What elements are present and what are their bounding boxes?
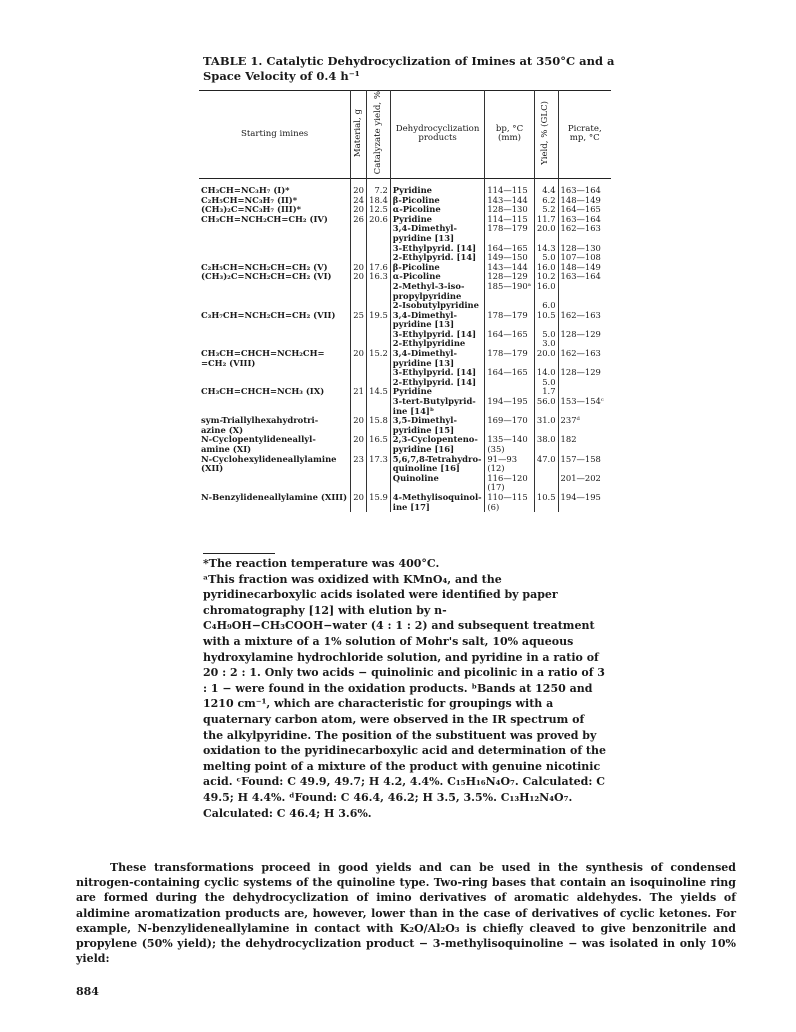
cell-line: 17.6: [369, 261, 388, 272]
cell-line: 91—93: [487, 453, 518, 464]
cell-line: 21: [353, 386, 364, 397]
cell-line: 164—165: [487, 242, 528, 253]
cell-line: 5.0: [542, 376, 556, 387]
cell-line: (6): [487, 501, 500, 512]
cell-bp: [485, 311, 534, 349]
cell-catalyzate: [366, 493, 390, 512]
cell-line: 10.5: [536, 491, 556, 502]
cell-picrate: [558, 435, 611, 454]
cell-picrate: [558, 416, 611, 435]
imine-dehydrocyclization-table: [199, 90, 611, 512]
cell-material: [351, 387, 367, 416]
cell-line: 17.3: [369, 453, 388, 464]
cell-line: pyridine [13]: [392, 357, 455, 368]
footnote-rule: [203, 553, 275, 554]
cell-line: CH₃CH=NCH₂CH=CH₂ (IV): [201, 213, 328, 224]
cell-line: 143—144: [487, 194, 528, 205]
cell-line: 16.0: [536, 280, 556, 291]
cell-line: 237ᵈ: [560, 415, 580, 426]
cell-line: 20: [353, 204, 364, 215]
cell-bp: [485, 416, 534, 435]
cell-line: 38.0: [536, 434, 556, 445]
cell-line: 116—120: [487, 472, 528, 483]
cell-line: (35): [487, 444, 505, 454]
table-row: [199, 455, 611, 493]
cell-line: 3,4-Dimethyl-: [392, 223, 457, 234]
cell-line: 1.7: [542, 386, 556, 397]
cell-line: 178—179: [487, 223, 528, 234]
cell-products: [390, 178, 485, 262]
cell-line: 3,5-Dimethyl-: [392, 415, 457, 426]
cell-imines: [199, 263, 351, 311]
cell-products: [390, 435, 485, 454]
cell-line: 162—163: [560, 309, 601, 320]
cell-material: [351, 311, 367, 349]
cell-line: 20.6: [369, 213, 388, 224]
cell-line: 162—163: [560, 223, 601, 234]
cell-line: 5.0: [542, 328, 556, 339]
cell-line: [561, 378, 609, 388]
cell-line: 163—164: [560, 271, 601, 282]
cell-line: C₃H₇CH=NCH₂CH=CH₂ (VII): [201, 309, 336, 320]
footnote-d: ᵈFound: C 46.4, 46.2; H 3.5, 3.5%. C₁₃H₁₂N₄O₇. Calculated: C 46.4; H 3.6%.: [203, 790, 573, 820]
cell-line: 12.5: [369, 204, 388, 215]
cell-line: 16.0: [536, 261, 556, 272]
page-number: 884: [76, 985, 99, 998]
cell-picrate: [558, 178, 611, 262]
cell-line: 19.5: [369, 309, 388, 320]
body-text: These transformations proceed in good yields and can be used in the synthesis of condensed nitrogen-containing cyclic systems of the quinoline type. Two-ring bases that contain an isoquinoline ring are formed during the dehydrocyclization of imino derivatives of aromatic aldehydes. The yields of aldimine aromatization products are, however, lower than in the case of derivatives of cyclic ketones. For example, N-benzylideneallylamine in contact with K₂O/Al₂O₃ is chiefly cleaved to give benzonitrile and propylene (50% yield); the dehydrocyclization product − 3-methylisoquinoline − was isolated in only 10% yield:: [76, 861, 736, 966]
cell-line: [487, 378, 531, 388]
cell-line: 2-Isobutylpyridine: [392, 300, 479, 311]
cell-bp: [485, 178, 534, 262]
body-paragraph: [76, 860, 736, 966]
cell-yield: [534, 416, 558, 435]
cell-imines: [199, 493, 351, 512]
cell-line: 18.4: [369, 194, 388, 205]
cell-line: (CH₃)₂C=NCH₂CH=CH₂ (VI): [201, 271, 332, 282]
cell-line: sym-Triallylhexahydrotri-: [201, 415, 319, 426]
cell-line: pyridine [13]: [392, 319, 455, 330]
cell-picrate: [558, 455, 611, 493]
cell-line: C₂H₅CH=NCH₂CH=CH₂ (V): [201, 261, 328, 272]
cell-line: 15.9: [369, 491, 388, 502]
cell-line: 2-Ethylpyrid. [14]: [392, 376, 477, 387]
footnote-b: ᵇBands at 1250 and 1210 cm⁻¹, which are characteristic for groupings with a quaternary carbon atom, were observed in the IR spectrum of the alkylpyridine. The position of the substituent was proved by oxidation to the pyridinecarboxylic acid and determination of the melting point of a mixture of the product with genuine nicotinic acid.: [203, 681, 606, 789]
cell-line: 10.5: [536, 309, 556, 320]
cell-line: Pyridine: [392, 386, 432, 397]
cell-line: 20.0: [536, 223, 556, 234]
cell-line: C₂H₅CH=NC₃H₇ (II)*: [201, 194, 298, 205]
cell-yield: [534, 349, 558, 387]
cell-line: 5,6,7,8-Tetrahydro-: [392, 453, 482, 464]
cell-line: N-Cyclopentylideneallyl-: [201, 434, 316, 445]
cell-line: [561, 282, 609, 292]
cell-line: 128—129: [487, 271, 528, 282]
cell-line: propylpyridine: [392, 290, 462, 301]
cell-catalyzate: [366, 178, 390, 262]
cell-line: 4.4: [542, 184, 556, 195]
cell-products: [390, 455, 485, 493]
cell-line: 24: [353, 194, 364, 205]
cell-catalyzate: [366, 435, 390, 454]
table-caption: TABLE 1. Catalytic Dehydrocyclization of Imines at 350°C and a Space Velocity of 0.4 h⁻¹: [203, 54, 615, 83]
cell-line: 6.2: [542, 194, 556, 205]
cell-line: pyridine [13]: [392, 232, 455, 243]
cell-catalyzate: [366, 416, 390, 435]
cell-catalyzate: [366, 455, 390, 493]
cell-line: 2-Ethylpyrid. [14]: [392, 252, 477, 263]
footnote-a: ᵃThis fraction was oxidized with KMnO₄, and the pyridinecarboxylic acids isolated were identified by paper chromatography [12] with elution by n-C₄H₉OH−CH₃COOH−water (4 : 1 : 2) and subsequent treatment with a mixture of a 1% solution of Mohr's salt, 10% aqueous hydroxylamine hydrochloride solution, and pyridine in a ratio of 20 : 2 : 1. Only two acids − quinolinic and picolinic in a ratio of 3 : 1 − were found in the oxidation products.: [203, 572, 605, 695]
cell-yield: [534, 493, 558, 512]
footnote-c: ᶜFound: C 49.9, 49.7; H 4.2, 4.4%. C₁₅H₁₆N₄O₇. Calculated: C 49.5; H 4.4%.: [203, 775, 606, 804]
cell-imines: [199, 178, 351, 262]
cell-line: (XII): [201, 463, 224, 474]
cell-line: 162—163: [560, 348, 601, 359]
cell-line: N-Benzylideneallylamine (XIII): [201, 491, 348, 502]
table-body: [199, 178, 611, 512]
cell-line: N-Cyclohexylideneallylamine: [201, 453, 337, 464]
cell-line: 4-Methylisoquinol-: [392, 491, 482, 502]
cell-material: [351, 416, 367, 435]
cell-line: 128—129: [560, 328, 601, 339]
cell-products: [390, 416, 485, 435]
table-container: [199, 90, 611, 512]
cell-yield: [534, 387, 558, 416]
header-material: Material, g: [351, 91, 367, 179]
cell-line: 194—195: [487, 396, 528, 407]
cell-line: 20: [353, 184, 364, 195]
cell-line: 20: [353, 261, 364, 272]
cell-material: [351, 349, 367, 387]
cell-line: 3,4-Dimethyl-: [392, 348, 457, 359]
cell-line: 14.0: [536, 367, 556, 378]
cell-line: 169—170: [487, 415, 528, 426]
cell-picrate: [558, 349, 611, 387]
cell-picrate: [558, 387, 611, 416]
cell-line: 14.5: [369, 386, 388, 397]
cell-line: 16.3: [369, 271, 388, 282]
cell-line: 2-Methyl-3-iso-: [392, 280, 465, 291]
header-bp: bp, °C (mm): [485, 91, 534, 179]
cell-line: azine (X): [201, 424, 244, 435]
footnote-a-b-c-d: [203, 572, 608, 822]
cell-line: 185—190ᵃ: [487, 280, 531, 291]
cell-line: 201—202: [560, 472, 601, 483]
cell-line: 56.0: [536, 396, 556, 407]
cell-catalyzate: [366, 387, 390, 416]
cell-line: 163—164: [560, 213, 601, 224]
cell-line: Quinoline: [392, 472, 439, 483]
cell-line: 114—115: [487, 213, 528, 224]
cell-line: 2,3-Cyclopenteno-: [392, 434, 478, 445]
cell-bp: [485, 435, 534, 454]
cell-line: 15.2: [369, 348, 388, 359]
table-row: [199, 493, 611, 512]
footnote-star: *The reaction temperature was 400°C.: [203, 557, 440, 570]
cell-line: 148—149: [560, 261, 601, 272]
cell-line: 135—140: [487, 434, 528, 445]
table-row: [199, 311, 611, 349]
table-footnotes: [203, 556, 608, 821]
cell-material: [351, 263, 367, 311]
cell-imines: [199, 349, 351, 387]
cell-line: α-Picoline: [392, 271, 441, 282]
cell-line: quinoline [16]: [392, 463, 460, 474]
cell-line: Pyridine: [392, 213, 432, 224]
cell-line: (17): [487, 482, 505, 493]
cell-line: α-Picoline: [392, 204, 441, 215]
cell-imines: [199, 416, 351, 435]
cell-line: 153—154ᶜ: [560, 396, 604, 407]
cell-line: 128—130: [487, 204, 528, 215]
table-row: [199, 435, 611, 454]
cell-picrate: [558, 311, 611, 349]
cell-line: 47.0: [536, 453, 556, 464]
cell-line: 3-Ethylpyrid. [14]: [392, 242, 477, 253]
cell-line: 178—179: [487, 309, 528, 320]
cell-yield: [534, 435, 558, 454]
cell-catalyzate: [366, 263, 390, 311]
cell-line: 178—179: [487, 348, 528, 359]
cell-line: 16.5: [369, 434, 388, 445]
table-header-row: [199, 91, 611, 179]
cell-line: =CH₂ (VIII): [201, 357, 256, 368]
cell-products: [390, 387, 485, 416]
cell-line: 6.0: [542, 300, 556, 311]
cell-line: 3-tert-Butylpyrid-: [392, 396, 476, 407]
cell-line: 7.2: [374, 184, 388, 195]
cell-line: 164—165: [487, 328, 528, 339]
cell-line: 163—164: [560, 184, 601, 195]
table-row: [199, 178, 611, 262]
cell-products: [390, 311, 485, 349]
cell-line: 5.2: [542, 204, 556, 215]
cell-catalyzate: [366, 349, 390, 387]
cell-line: 107—108: [560, 252, 601, 263]
cell-line: 3-Ethylpyrid. [14]: [392, 367, 477, 378]
cell-line: 20: [353, 491, 364, 502]
cell-line: (12): [487, 463, 505, 474]
table-row: [199, 416, 611, 435]
cell-line: 5.0: [542, 252, 556, 263]
cell-material: [351, 178, 367, 262]
cell-yield: [534, 455, 558, 493]
cell-imines: [199, 455, 351, 493]
cell-line: 128—130: [560, 242, 601, 253]
cell-line: 3,4-Dimethyl-: [392, 309, 457, 320]
cell-products: [390, 493, 485, 512]
cell-line: (CH₃)₂C=NC₃H₇ (III)*: [201, 204, 302, 215]
cell-line: pyridine [15]: [392, 424, 455, 435]
cell-picrate: [558, 263, 611, 311]
cell-line: 114—115: [487, 184, 528, 195]
cell-material: [351, 435, 367, 454]
cell-products: [390, 349, 485, 387]
cell-line: 20: [353, 271, 364, 282]
cell-line: Pyridine: [392, 184, 432, 195]
cell-imines: [199, 435, 351, 454]
cell-line: 194—195: [560, 491, 601, 502]
cell-line: 20: [353, 434, 364, 445]
cell-line: pyridine [16]: [392, 444, 455, 454]
cell-yield: [534, 311, 558, 349]
cell-line: 2-Ethylpyridine: [392, 338, 466, 349]
cell-line: 26: [353, 213, 364, 224]
cell-line: 148—149: [560, 194, 601, 205]
cell-yield: [534, 178, 558, 262]
cell-line: 110—115: [487, 491, 528, 502]
cell-imines: [199, 311, 351, 349]
cell-line: 157—158: [560, 453, 601, 464]
cell-line: β-Picoline: [392, 261, 440, 272]
cell-line: ine [14]ᵇ: [392, 405, 435, 416]
cell-bp: [485, 349, 534, 387]
cell-line: 128—129: [560, 367, 601, 378]
cell-line: 10.2: [536, 271, 556, 282]
cell-bp: [485, 387, 534, 416]
table-row: [199, 349, 611, 387]
header-starting-imines: Starting imines: [240, 128, 309, 139]
cell-line: 182: [560, 434, 577, 445]
cell-line: 164—165: [560, 204, 601, 215]
header-picrate: Picrate, mp, °C: [558, 91, 611, 179]
cell-line: 20.0: [536, 348, 556, 359]
cell-line: 149—150: [487, 252, 528, 263]
cell-imines: [199, 387, 351, 416]
cell-line: 164—165: [487, 367, 528, 378]
header-catalyzate-yield: Catalyzate yield, %: [366, 91, 390, 179]
cell-material: [351, 493, 367, 512]
header-yield: Yield, % (GLC): [534, 91, 558, 179]
cell-line: 14.3: [536, 242, 556, 253]
cell-line: 11.7: [536, 213, 556, 224]
cell-line: 23: [353, 453, 364, 464]
cell-bp: [485, 263, 534, 311]
cell-line: CH₃CH=CHCH=NCH₂CH=: [201, 348, 325, 359]
cell-picrate: [558, 493, 611, 512]
cell-bp: [485, 455, 534, 493]
cell-material: [351, 455, 367, 493]
cell-catalyzate: [366, 311, 390, 349]
cell-products: [390, 263, 485, 311]
cell-line: CH₃CH=CHCH=NCH₃ (IX): [201, 386, 325, 397]
header-products: Dehydrocyclization products: [390, 91, 485, 179]
cell-line: 25: [353, 309, 364, 320]
cell-line: 31.0: [536, 415, 556, 426]
cell-yield: [534, 263, 558, 311]
cell-line: 20: [353, 348, 364, 359]
cell-line: 3-Ethylpyrid. [14]: [392, 328, 477, 339]
cell-line: [561, 292, 609, 302]
table-row: [199, 387, 611, 416]
cell-line: 3.0: [542, 338, 556, 349]
cell-line: 15.8: [369, 415, 388, 426]
cell-line: 143—144: [487, 261, 528, 272]
cell-line: CH₃CH=NC₃H₇ (I)*: [201, 184, 290, 195]
cell-line: amine (XI): [201, 444, 252, 454]
cell-line: ine [17]: [392, 501, 430, 512]
cell-line: 20: [353, 415, 364, 426]
table-row: [199, 263, 611, 311]
cell-bp: [485, 493, 534, 512]
cell-line: [487, 292, 531, 302]
cell-line: β-Picoline: [392, 194, 440, 205]
